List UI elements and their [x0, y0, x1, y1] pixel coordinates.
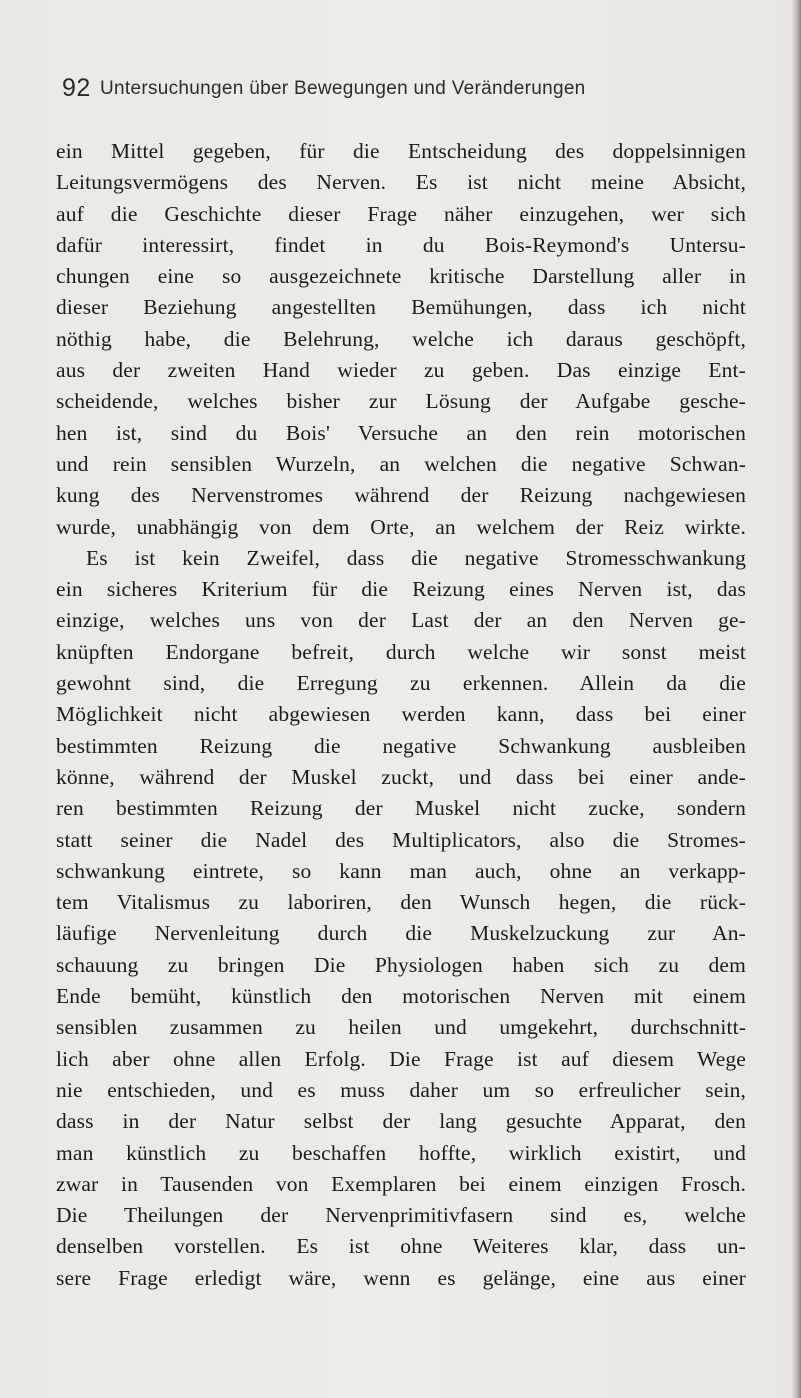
text-line: sere Frage erledigt wäre, wenn es gelänge, eine aus einer: [56, 1265, 746, 1290]
page-number: 92: [62, 74, 91, 102]
text-line: zwar in Tausenden von Exemplaren bei einem einzigen Frosch.: [56, 1171, 746, 1196]
body-text: [56, 136, 746, 1294]
text-line: man künstlich zu beschaffen hoffte, wirklich existirt, und: [56, 1140, 746, 1165]
text-line: Es ist kein Zweifel, dass die negative Stromesschwankung: [86, 545, 746, 570]
text-line: auf die Geschichte dieser Frage näher einzugehen, wer sich: [56, 201, 746, 226]
text-line: bestimmten Reizung die negative Schwankung ausbleiben: [56, 733, 746, 758]
text-line: kung des Nervenstromes während der Reizung nachgewiesen: [56, 483, 746, 508]
text-line: ren bestimmten Reizung der Muskel nicht zucke, sondern: [56, 796, 746, 821]
text-line: aus der zweiten Hand wieder zu geben. Das einzige Ent-: [56, 358, 746, 383]
text-line: läufige Nervenleitung durch die Muskelzuckung zur An-: [56, 921, 746, 946]
text-line: dass in der Natur selbst der lang gesuchte Apparat, den: [56, 1109, 746, 1134]
text-line: statt seiner die Nadel des Multiplicators, also die Stromes-: [56, 827, 746, 852]
page-edge-shadow: [791, 0, 801, 1398]
text-line: Möglichkeit nicht abgewiesen werden kann, dass bei einer: [56, 702, 746, 727]
text-line: Ende bemüht, künstlich den motorischen Nerven mit einem: [56, 984, 746, 1009]
text-line: chungen eine so ausgezeichnete kritische Darstellung aller in: [56, 264, 746, 289]
text-line: und rein sensiblen Wurzeln, an welchen die negative Schwan-: [56, 451, 746, 476]
text-line: lich aber ohne allen Erfolg. Die Frage ist auf diesem Wege: [56, 1046, 746, 1071]
text-line: gewohnt sind, die Erregung zu erkennen. Allein da die: [56, 671, 746, 696]
text-line: dafür interessirt, findet in du Bois-Reymond's Untersu-: [56, 232, 746, 257]
text-line: ein sicheres Kriterium für die Reizung eines Nerven ist, das: [56, 577, 746, 602]
text-line: knüpften Endorgane befreit, durch welche wir sonst meist: [56, 639, 746, 664]
text-line: schauung zu bringen Die Physiologen haben sich zu dem: [56, 952, 746, 977]
text-line: tem Vitalismus zu laboriren, den Wunsch hegen, die rück-: [56, 890, 746, 915]
text-line: Leitungsvermögens des Nerven. Es ist nicht meine Absicht,: [56, 170, 746, 195]
text-line: ein Mittel gegeben, für die Entscheidung des doppelsinnigen: [56, 139, 746, 163]
text-line: scheidende, welches bisher zur Lösung der Aufgabe gesche-: [56, 389, 746, 414]
text-line: nie entschieden, und es muss daher um so erfreulicher sein,: [56, 1077, 746, 1102]
text-line: sensiblen zusammen zu heilen und umgekehrt, durchschnitt-: [56, 1015, 746, 1040]
text-line: dieser Beziehung angestellten Bemühungen, dass ich nicht: [56, 295, 746, 320]
text-line: nöthig habe, die Belehrung, welche ich daraus geschöpft,: [56, 326, 746, 351]
text-line: könne, während der Muskel zuckt, und dass bei einer ande-: [56, 764, 746, 789]
text-line: denselben vorstellen. Es ist ohne Weiteres klar, dass un-: [56, 1234, 746, 1259]
text-line: schwankung eintrete, so kann man auch, ohne an verkapp-: [56, 858, 746, 883]
text-line: hen ist, sind du Bois' Versuche an den rein motorischen: [56, 420, 746, 445]
running-head: Untersuchungen über Bewegungen und Veränderungen: [100, 78, 586, 99]
page-header: [62, 74, 682, 114]
text-line: wurde, unabhängig von dem Orte, an welchem der Reiz wirkte.: [56, 514, 746, 539]
text-line: einzige, welches uns von der Last der an den Nerven ge-: [56, 608, 746, 633]
text-line: Die Theilungen der Nervenprimitivfasern sind es, welche: [56, 1203, 746, 1228]
